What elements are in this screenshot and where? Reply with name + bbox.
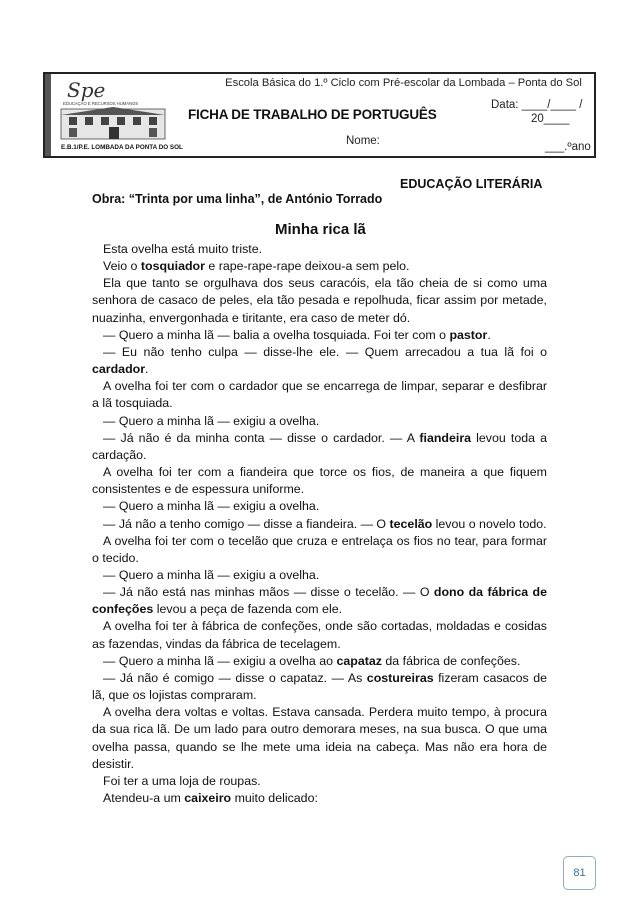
date-line-2: 20____ [531, 113, 570, 125]
text-run: — Quero a minha lã — exigiu a ovelha. [103, 499, 320, 514]
story-paragraph [92, 344, 547, 378]
story-paragraph [92, 533, 547, 567]
text-run: Veio o [103, 259, 141, 274]
text-run: e rape-rape-rape deixou-a sem pelo. [204, 259, 410, 274]
text-run: — Quero a minha lã — exigiu a ovelha ao [103, 653, 337, 668]
text-run: . [487, 327, 491, 342]
bold-term: caixeiro [184, 791, 232, 805]
text-run: levou a peça de fazenda com ele. [153, 602, 343, 617]
text-run: muito delicado: [231, 791, 318, 805]
name-field-label: Nome: [346, 135, 380, 147]
story-text [92, 241, 547, 807]
section-tag: EDUCAÇÃO LITERÁRIA [400, 177, 543, 191]
logo-bottom-text: E.B.1/P.E. LOMBADA DA PONTA DO SOL [61, 144, 183, 151]
bold-term: tosquiador [140, 259, 205, 274]
logo-main-text: Spe [67, 78, 106, 102]
date-line-1: Data: ____/____ / [491, 99, 583, 111]
logo-sub-text: EDUCAÇÃO E RECURSOS HUMANOS [63, 101, 139, 106]
bold-term: costureiras [366, 670, 434, 685]
text-run: — Quero a minha lã — exigiu a ovelha. [103, 413, 320, 428]
story-paragraph [92, 241, 547, 258]
bold-term: pastor [449, 327, 488, 342]
text-run: A ovelha foi ter com o tecelão que cruza e entrelaça os fios no tear, para formar o tecido. [92, 533, 547, 565]
work-reference: Obra: “Trinta por uma linha”, de António Torrado [92, 192, 383, 206]
school-name: Escola Básica do 1.º Ciclo com Pré-escolar da Lombada – Ponta do Sol [225, 77, 582, 89]
text-run: A ovelha dera voltas e voltas. Estava cansada. Perdera muito tempo, à procura da sua rica lã. De um lado para outro demorara meses, na sua busca. O que uma ovelha passa, quando se lhe mete uma ideia na cabeça. Mas não era hora de desistir. [92, 705, 547, 771]
text-run: — Quero a minha lã — exigiu a ovelha. [103, 567, 320, 582]
text-run: levou o novelo todo. [432, 516, 547, 531]
text-run: Esta ovelha está muito triste. [103, 242, 263, 256]
text-run: Ela que tanto se orgulhava dos seus caracóis, ela tão cheia de si como uma senhora de casaco de peles, ela tão pesada e repolhuda, ficar assim por metade, nuazinha, envergonhada e tiritante, era caso de meter dó. [92, 276, 547, 325]
header-box [43, 72, 596, 158]
year-field[interactable]: ___.ºano [545, 141, 591, 153]
bold-term: dono da fábrica de confeções [92, 585, 547, 617]
story-paragraph [92, 464, 547, 498]
story-title: Minha rica lã [275, 221, 366, 238]
story-paragraph [92, 567, 547, 584]
text-run: levou toda a cardação. [92, 430, 547, 462]
sheet-title: FICHA DE TRABALHO DE PORTUGUÊS [188, 107, 437, 122]
text-run: da fábrica de confeções. [381, 653, 521, 668]
text-run: A ovelha foi ter com o cardador que se encarrega de limpar, separar e desfibrar a lã tosquiada. [92, 379, 547, 411]
story-paragraph [92, 670, 547, 704]
date-field[interactable] [491, 98, 582, 126]
text-run: Atendeu-a um [103, 791, 185, 805]
story-paragraph [92, 258, 547, 275]
story-paragraph [92, 704, 547, 773]
text-run: fizeram casacos de lã, que os lojistas compraram. [92, 670, 547, 703]
story-paragraph [92, 516, 547, 533]
text-run: A ovelha foi ter à fábrica de confeções, onde são cortadas, moldadas e cosidas as fazendas, vindas da fábrica de tecelagem. [92, 619, 547, 651]
story-paragraph [92, 773, 547, 790]
text-run: — Já não é comigo — disse o capataz. — As [103, 670, 367, 685]
story-paragraph [92, 498, 547, 515]
text-run: . [145, 362, 149, 377]
text-run: A ovelha foi ter com a fiandeira que torce os fios, de maneira a que fiquem consistentes e de espessura uniforme. [92, 465, 547, 497]
text-run: Foi ter a uma loja de roupas. [103, 773, 261, 788]
text-run: — Já não está nas minhas mãos — disse o tecelão. — O [103, 585, 434, 600]
bold-term: capataz [336, 653, 382, 668]
story-paragraph [92, 378, 547, 412]
story-paragraph [92, 618, 547, 652]
header-inner [45, 74, 594, 156]
text-run: — Já não a tenho comigo — disse a fiandeira. — O [103, 516, 390, 531]
school-logo [57, 77, 183, 153]
page-number: 81 [563, 856, 596, 890]
story-paragraph [92, 413, 547, 430]
story-paragraph [92, 430, 547, 464]
text-run: — Quero a minha lã — balia a ovelha tosquiada. Foi ter com o [103, 327, 450, 342]
text-run: — Já não é da minha conta — disse o cardador. — A [103, 430, 420, 445]
story-paragraph [92, 790, 547, 807]
text-run: — Eu não tenho culpa — disse-lhe ele. — Quem arrecadou a tua lã foi o [103, 344, 547, 359]
bold-term: tecelão [389, 516, 433, 531]
story-paragraph [92, 275, 547, 326]
story-paragraph [92, 327, 547, 344]
bold-term: cardador [92, 362, 146, 377]
story-paragraph [92, 584, 547, 618]
story-paragraph [92, 653, 547, 670]
bold-term: fiandeira [419, 430, 472, 445]
